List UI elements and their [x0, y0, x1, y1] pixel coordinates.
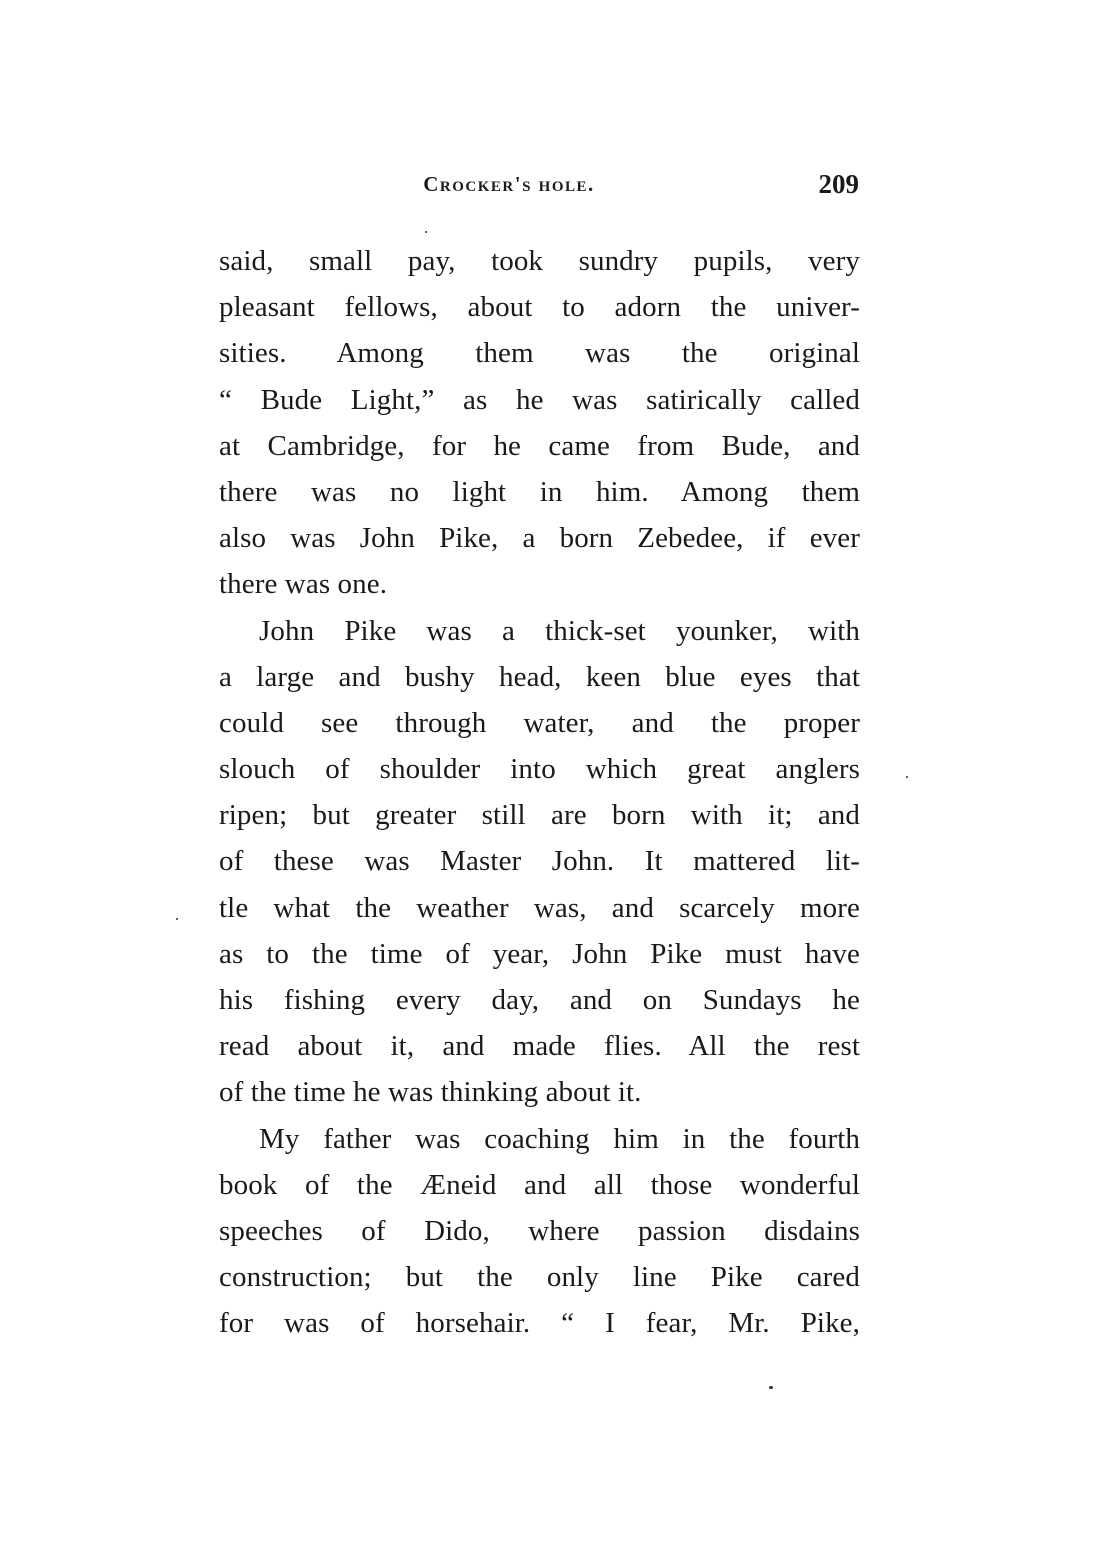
page-number: 209 [818, 169, 859, 199]
text-line: speeches of Dido, where passion disdains [219, 1214, 860, 1247]
ink-speck [425, 231, 427, 233]
text-line: “ Bude Light,” as he was satirically called [219, 383, 860, 416]
text-line: John Pike was a thick-set younker, with [259, 614, 860, 647]
text-line: ripen; but greater still are born with it; and [219, 799, 860, 832]
text-line: his fishing every day, and on Sundays he [219, 984, 860, 1016]
text-line: of the time he was thinking about it. [219, 1076, 642, 1109]
paragraph-1 [219, 238, 860, 608]
text-line: construction; but the only line Pike cared [219, 1261, 860, 1294]
text-line: for was of horsehair. “ I fear, Mr. Pike, [219, 1307, 860, 1340]
text-line: slouch of shoulder into which great anglers [219, 753, 860, 786]
text-line: said, small pay, took sundry pupils, very [219, 245, 860, 277]
text-line: a large and bushy head, keen blue eyes that [219, 660, 860, 693]
text-line: as to the time of year, John Pike must have [219, 937, 860, 970]
text-line: tle what the weather was, and scarcely more [219, 891, 860, 924]
text-line: My father was coaching him in the fourth [259, 1122, 860, 1155]
text-line: could see through water, and the proper [219, 706, 860, 739]
text-line: of these was Master John. It mattered lit- [219, 845, 860, 878]
text-line: read about it, and made flies. All the rest [219, 1030, 860, 1063]
ink-speck [769, 1386, 773, 1389]
ink-speck [906, 776, 908, 778]
text-line: book of the Æneid and all those wonderful [219, 1168, 860, 1201]
text-line: also was John Pike, a born Zebedee, if ever [219, 522, 860, 555]
text-line: sities. Among them was the original [219, 337, 860, 370]
paragraph-3 [219, 1116, 860, 1347]
text-line: pleasant fellows, about to adorn the univer- [219, 291, 860, 324]
running-title: Crocker's hole. [423, 172, 595, 196]
text-line: there was no light in him. Among them [219, 475, 860, 508]
text-line: there was one. [219, 568, 388, 601]
text-line: at Cambridge, for he came from Bude, and [219, 429, 860, 462]
ink-speck [176, 918, 178, 920]
body-text [219, 238, 860, 1347]
running-head [219, 169, 859, 208]
paragraph-2 [219, 608, 860, 1116]
